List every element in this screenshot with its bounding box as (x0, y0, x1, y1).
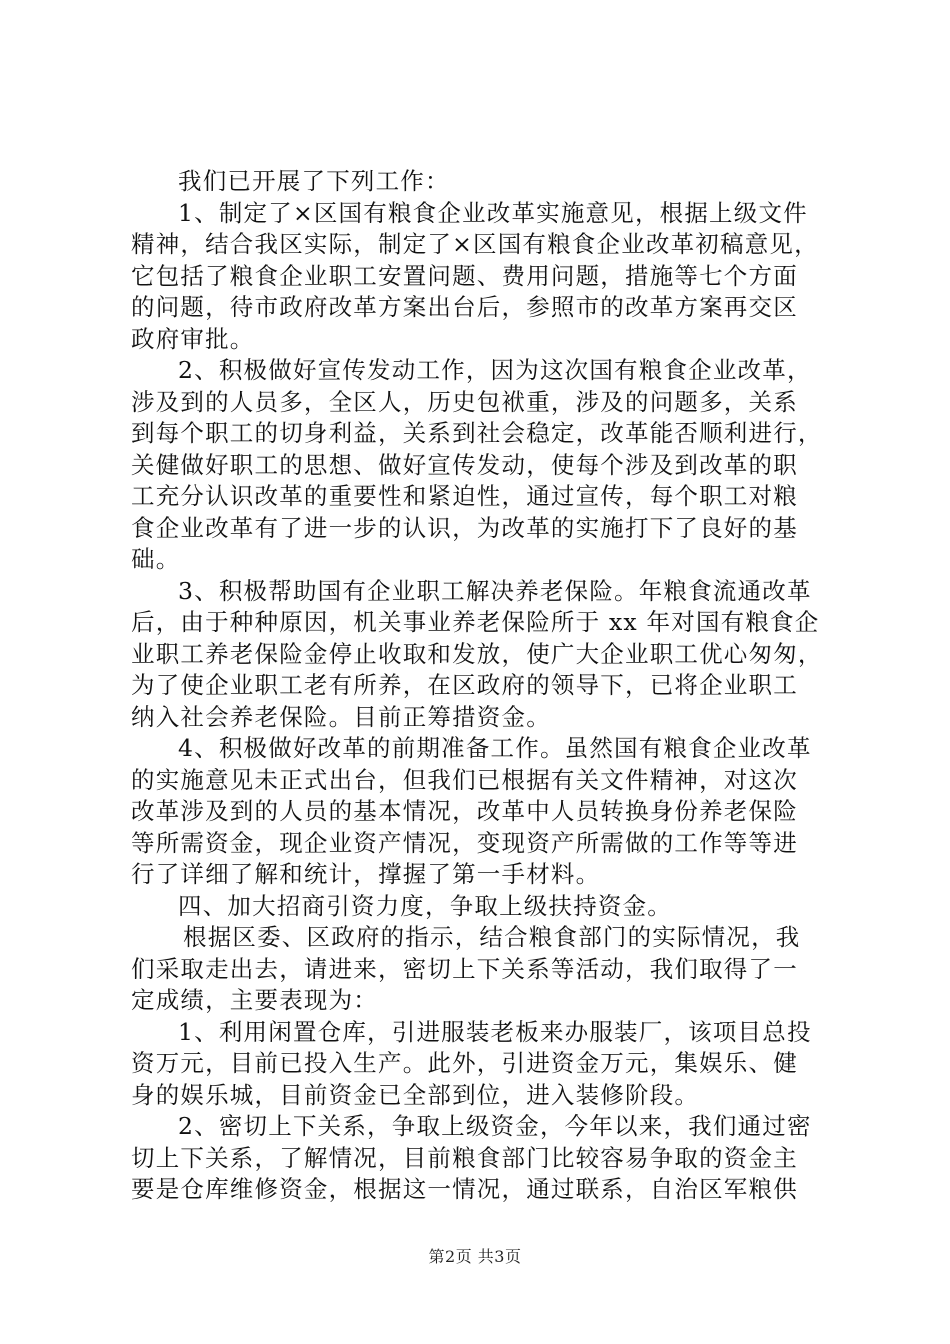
paragraph-line: 改革涉及到的人员的基本情况，改革中人员转换身份养老保险 (131, 797, 798, 825)
paragraph-line: 我们已开展了下列工作： (178, 167, 450, 195)
paragraph-line: 资万元，目前已投入生产。此外，引进资金万元，集娱乐、健 (131, 1049, 798, 1077)
paragraph-line: 要是仓库维修资金，根据这一情况，通过联系，自治区军粮供 (131, 1175, 798, 1203)
paragraph-line: 后，由于种种原因，机关事业养老保险所于 xx 年对国有粮食企 (131, 608, 820, 636)
paragraph-line: 到每个职工的切身利益，关系到社会稳定，改革能否顺利进行， (131, 419, 823, 447)
paragraph-line: 食企业改革有了进一步的认识，为改革的实施打下了良好的基 (131, 513, 798, 542)
paragraph-line: 切上下关系，了解情况，目前粮食部门比较容易争取的资金主 (131, 1143, 798, 1172)
paragraph-line: 3、积极帮助国有企业职工解决养老保险。年粮食流通改革 (178, 576, 812, 605)
paragraph-line: 行了详细了解和统计，撑握了第一手材料。 (131, 860, 601, 888)
paragraph-line: 精神，结合我区实际，制定了×区国有粮食企业改革初稿意见， (131, 230, 819, 258)
paragraph-line: 1、制定了×区国有粮食企业改革实施意见，根据上级文件 (178, 198, 808, 227)
paragraph-line: 政府审批。 (131, 324, 255, 353)
paragraph-line: 础。 (131, 545, 181, 573)
paragraph-line: 纳入社会养老保险。目前正筹措资金。 (131, 702, 551, 731)
paragraph-line: 关健做好职工的思想、做好宣传发动，使每个涉及到改革的职 (131, 450, 798, 479)
paragraph-line: 它包括了粮食企业职工安置问题、费用问题，措施等七个方面 (131, 261, 798, 290)
paragraph-line: 工充分认识改革的重要性和紧迫性，通过宣传，每个职工对粮 (131, 482, 798, 510)
document-body (131, 166, 831, 1206)
page-number-footer: 第2页 共3页 (428, 1247, 522, 1266)
paragraph-line: 身的娱乐城，目前资金已全部到位，进入装修阶段。 (131, 1080, 700, 1109)
paragraph-line: 2、密切上下关系，争取上级资金，今年以来，我们通过密 (178, 1112, 812, 1140)
paragraph-line: 涉及到的人员多，全区人，历史包袱重，涉及的问题多，关系 (131, 387, 798, 416)
paragraph-line: 2、积极做好宣传发动工作，因为这次国有粮食企业改革， (178, 356, 812, 384)
paragraph-line: 业职工养老保险金停止收取和发放，使广大企业职工优心匆匆， (131, 639, 823, 668)
paragraph-line: 定成绩，主要表现为： (131, 986, 378, 1014)
paragraph-line: 们采取走出去，请进来，密切上下关系等活动，我们取得了一 (131, 954, 798, 983)
paragraph-line: 4、积极做好改革的前期准备工作。虽然国有粮食企业改革 (178, 734, 812, 762)
paragraph-line: 的实施意见未正式出台，但我们已根据有关文件精神，对这次 (131, 765, 798, 794)
paragraph-line: 为了使企业职工老有所养，在区政府的领导下，已将企业职工 (131, 671, 798, 699)
paragraph-line: 1、利用闲置仓库，引进服装老板来办服装厂，该项目总投 (178, 1017, 812, 1046)
paragraph-line: 等所需资金，现企业资产情况，变现资产所需做的工作等等进 (131, 828, 798, 857)
paragraph-line: 的问题，待市政府改革方案出台后，参照市的改革方案再交区 (131, 293, 798, 321)
paragraph-line: 根据区委、区政府的指示，结合粮食部门的实际情况，我 (183, 923, 801, 951)
section-heading: 四、加大招商引资力度，争取上级扶持资金。 (178, 891, 672, 920)
